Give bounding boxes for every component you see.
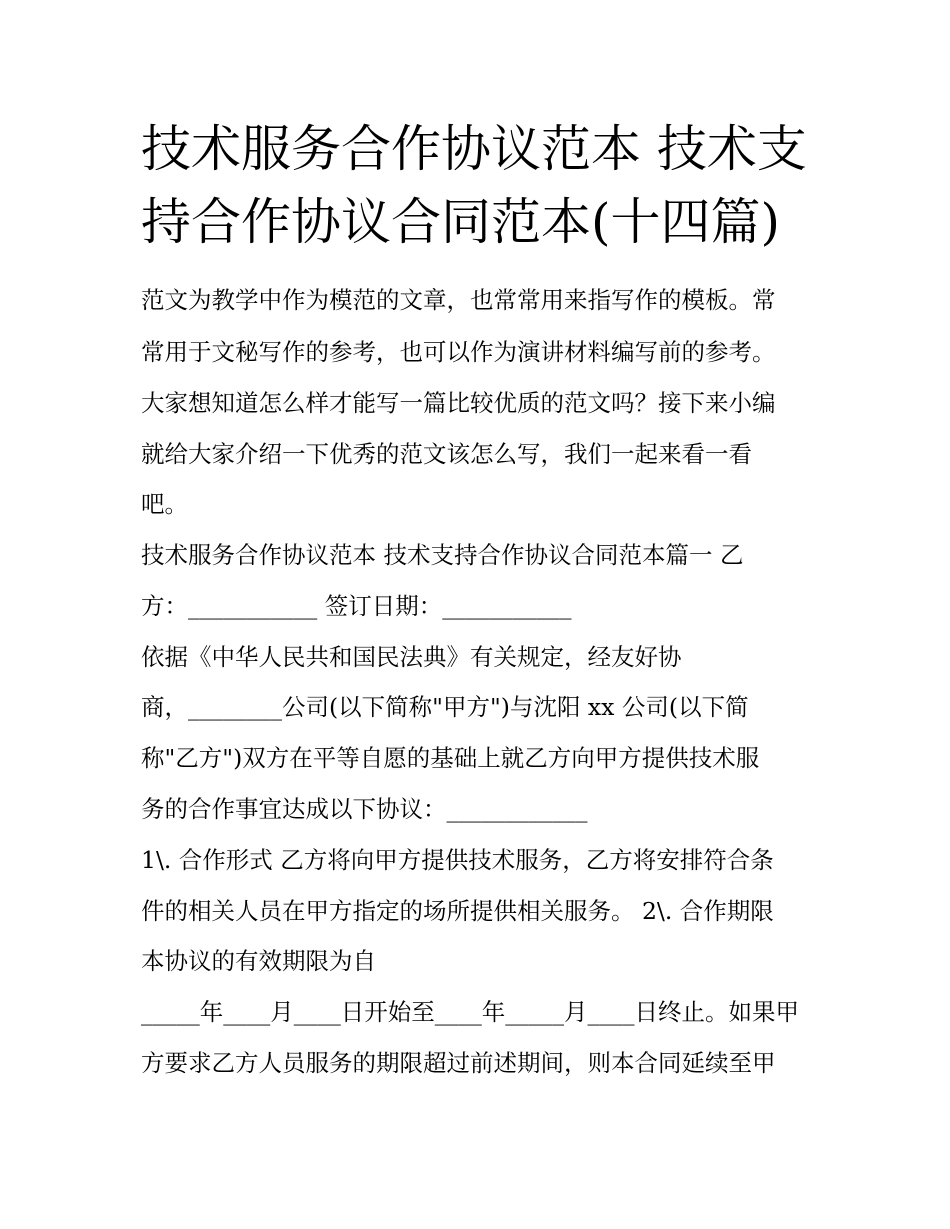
body-line-12: 1\. 合作形式 乙方将向甲方提供技术服务，乙方将安排符合条 [141, 846, 774, 874]
body-line-6: 技术服务合作协议范本 技术支持合作协议合同范本篇一 乙 [141, 541, 744, 569]
title-line-1: 技术服务合作协议范本 技术支 [141, 120, 807, 178]
body-line-16: 方要求乙方人员服务的期限超过前述期间，则本合同延续至甲 [141, 1049, 776, 1077]
body-line-7: 方：___________ 签订日期：___________ [141, 592, 572, 620]
body-line-14: 本协议的有效期限为自 [141, 947, 376, 975]
body-line-2: 常用于文秘写作的参考，也可以作为演讲材料编写前的参考。 [141, 338, 776, 366]
body-line-3: 大家想知道怎么样才能写一篇比较优质的范文吗？接下来小编 [141, 389, 776, 417]
body-line-1: 范文为教学中作为模范的文章，也常常用来指写作的模板。常 [141, 286, 776, 314]
body-line-13: 件的相关人员在甲方指定的场所提供相关服务。 2\. 合作期限 [141, 897, 774, 925]
body-line-8: 依据《中华人民共和国民法典》有关规定，经友好协 [141, 643, 682, 671]
document-title [141, 113, 831, 259]
body-line-11: 务的合作事宜达成以下协议：____________ [141, 795, 588, 823]
body-line-10: 称"乙方")双方在平等自愿的基础上就乙方向甲方提供技术服 [141, 744, 760, 772]
body-line-5: 吧。 [141, 490, 188, 518]
title-line-2: 持合作协议合同范本(十四篇) [141, 193, 781, 251]
body-line-4: 就给大家介绍一下优秀的范文该怎么写，我们一起来看一看 [141, 440, 752, 468]
body-line-9: 商，________公司(以下简称"甲方")与沈阳 xx 公司(以下简 [141, 693, 749, 721]
body-line-15: _____年____月____日开始至____年_____月____日终止。如果甲 [141, 998, 799, 1026]
